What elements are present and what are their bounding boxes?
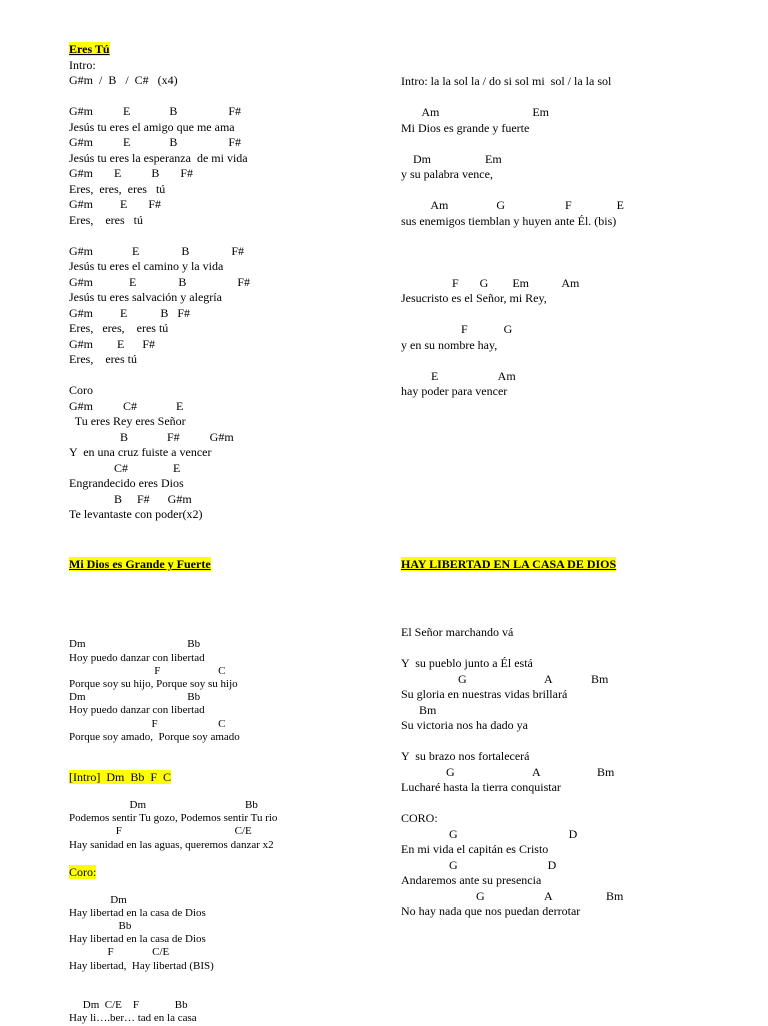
verse-a bbox=[69, 638, 277, 744]
lyric-line: G D bbox=[401, 826, 578, 841]
lyric-line bbox=[69, 89, 250, 105]
lyric-line: G#m E B F# bbox=[69, 305, 191, 320]
lyric-line: Dm Bb bbox=[69, 799, 258, 811]
lyric-line: Engrandecido eres Dios bbox=[69, 476, 184, 490]
lyric-line bbox=[401, 641, 623, 657]
lyric-line: y en su nombre hay, bbox=[401, 337, 498, 352]
lyric-line: Mi Dios es grande y fuerte bbox=[401, 120, 530, 135]
lyric-line: Su victoria nos ha dado ya bbox=[401, 718, 528, 733]
lyric-line: G#m E B F# bbox=[69, 274, 251, 289]
lyric-line bbox=[401, 307, 624, 323]
lyric-line: G A Bm bbox=[401, 888, 624, 903]
lyric-line: Hoy puedo danzar con libertad bbox=[69, 651, 205, 664]
lyric-line: F G Em Am bbox=[401, 275, 580, 290]
coro-tag: Coro: bbox=[69, 864, 97, 879]
lyric-line: G#m E B F# bbox=[69, 243, 245, 258]
lyric-line: G A Bm bbox=[401, 764, 615, 779]
lyric-line: Hay libertad, Hay libertad (BIS) bbox=[69, 959, 214, 972]
lyric-line: Tu eres Rey eres Señor bbox=[69, 414, 186, 428]
lyric-line: Hay sanidad en las aguas, queremos danzar x2 bbox=[69, 838, 274, 851]
lyric-line: Bb bbox=[69, 920, 132, 932]
lyric-line: y su palabra vence, bbox=[401, 167, 493, 181]
lyric-line bbox=[401, 796, 623, 812]
lyric-line bbox=[401, 183, 624, 199]
verse-b bbox=[69, 799, 277, 852]
lyric-line bbox=[401, 260, 624, 276]
lyric-line: Andaremos ante su presencia bbox=[401, 873, 542, 888]
song-mi-dios-es-grande bbox=[69, 557, 277, 1026]
song-mi-dios-lyrics bbox=[401, 74, 624, 400]
song-mi-dios-lines bbox=[401, 74, 624, 400]
lyric-line: B F# G#m bbox=[69, 429, 234, 444]
lyric-line: CORO: bbox=[401, 811, 438, 826]
lyric-line: G#m E B F# bbox=[69, 166, 194, 180]
lyric-line: G#m E B F# bbox=[69, 135, 242, 149]
lyric-line: Jesús tu eres la esperanza de mi vida bbox=[69, 150, 248, 165]
lyric-line: G D bbox=[401, 857, 557, 872]
lyric-line: G#m / B / C# (x4) bbox=[69, 73, 178, 87]
lyric-line bbox=[401, 353, 624, 369]
lyric-line: F C bbox=[69, 717, 226, 730]
verse-d bbox=[69, 999, 277, 1025]
lyric-line: Y su pueblo junto a Él está bbox=[401, 656, 533, 671]
lyric-line: Hay li….ber… tad en la casa bbox=[69, 1012, 197, 1025]
lyric-line: G#m E F# bbox=[69, 336, 156, 351]
lyric-line: El Señor marchando vá bbox=[401, 625, 514, 640]
lyric-line: F C bbox=[69, 664, 226, 677]
lyric-line: hay poder para vencer bbox=[401, 384, 508, 398]
song-eres-tu-lines bbox=[69, 58, 250, 523]
lyric-line: F G bbox=[401, 322, 513, 336]
lyric-line bbox=[401, 245, 624, 261]
lyric-line: sus enemigos tiemblan y huyen ante Él. (bis) bbox=[401, 213, 617, 228]
lyric-line: Bm bbox=[401, 702, 437, 717]
lyric-line: E Am bbox=[401, 368, 516, 383]
lyric-line: Podemos sentir Tu gozo, Podemos sentir Tu rio bbox=[69, 812, 278, 825]
lyric-line: F C/E bbox=[69, 946, 170, 959]
song-hay-libertad bbox=[401, 557, 623, 920]
lyric-line bbox=[401, 136, 624, 152]
lyric-line: Jesús tu eres el camino y la vida bbox=[69, 259, 224, 273]
lyric-line: G#m E B F# bbox=[69, 104, 242, 118]
lyric-line: Am G F E bbox=[401, 198, 625, 212]
lyric-line: Intro: bbox=[69, 57, 96, 72]
lyric-line: G A Bm bbox=[401, 671, 609, 686]
song-hay-libertad-lines bbox=[401, 625, 623, 920]
lyric-line: Dm Bb bbox=[69, 638, 201, 651]
lyric-line: G#m C# E bbox=[69, 398, 184, 413]
lyric-line bbox=[401, 734, 623, 750]
lyric-line: C# E bbox=[69, 460, 181, 475]
lyric-line: En mi vida el capitán es Cristo bbox=[401, 842, 549, 857]
verse-c bbox=[69, 894, 277, 973]
lyric-line: Su gloria en nuestras vidas brillará bbox=[401, 687, 568, 702]
lyric-line: Dm Bb bbox=[69, 691, 201, 704]
lyric-line bbox=[401, 229, 624, 245]
lyric-line: Dm Em bbox=[401, 151, 502, 166]
lyric-line: Y en una cruz fuiste a vencer bbox=[69, 445, 212, 459]
song-title-mi-dios: Mi Dios es Grande y Fuerte bbox=[69, 557, 211, 571]
lyric-line: F C/E bbox=[69, 825, 252, 838]
lyric-line: Hoy puedo danzar con libertad bbox=[69, 704, 205, 717]
lyric-line bbox=[69, 228, 250, 244]
lyric-line: Hay libertad en la casa de Dios bbox=[69, 906, 206, 919]
lyric-line: Eres, eres tú bbox=[69, 212, 143, 227]
lyric-line: No hay nada que nos puedan derrotar bbox=[401, 904, 581, 919]
lyric-line: Intro: la la sol la / do si sol mi sol / la la sol bbox=[401, 74, 612, 88]
song-eres-tu bbox=[69, 42, 250, 523]
lyric-line: Jesús tu eres el amigo que me ama bbox=[69, 119, 235, 134]
lyric-line: Lucharé hasta la tierra conquistar bbox=[401, 780, 561, 795]
lyric-line: Hay libertad en la casa de Dios bbox=[69, 933, 206, 946]
lyric-line: Coro bbox=[69, 383, 93, 397]
lyric-line: G#m E F# bbox=[69, 197, 162, 211]
song-title-eres-tu: Eres Tú bbox=[69, 42, 110, 56]
song-title-hay-libertad: HAY LIBERTAD EN LA CASA DE DIOS bbox=[401, 557, 617, 571]
lyric-line: Eres, eres tú bbox=[69, 352, 137, 366]
lyric-line: Y su brazo nos fortalecerá bbox=[401, 749, 530, 764]
lyric-line: Te levantaste con poder(x2) bbox=[69, 507, 203, 521]
lyric-line: Eres, eres, eres tú bbox=[69, 181, 166, 196]
lyric-line: B F# G#m bbox=[69, 491, 192, 506]
lyric-line: Porque soy su hijo, Porque soy su hijo bbox=[69, 678, 238, 690]
intro-tag: [Intro] Dm Bb F C bbox=[69, 770, 171, 785]
lyric-line: Dm C/E F Bb bbox=[69, 999, 188, 1012]
lyric-line: Jesús tu eres salvación y alegría bbox=[69, 290, 222, 304]
lyric-line: Eres, eres, eres tú bbox=[69, 321, 169, 335]
lyric-line: Porque soy amado, Porque soy amado bbox=[69, 730, 240, 743]
lyric-line bbox=[69, 368, 250, 384]
lyric-line: Am Em bbox=[401, 105, 550, 119]
lyric-line: Jesucristo es el Señor, mi Rey, bbox=[401, 291, 547, 305]
lyric-line: Dm bbox=[69, 893, 127, 906]
lyric-line bbox=[401, 90, 624, 106]
